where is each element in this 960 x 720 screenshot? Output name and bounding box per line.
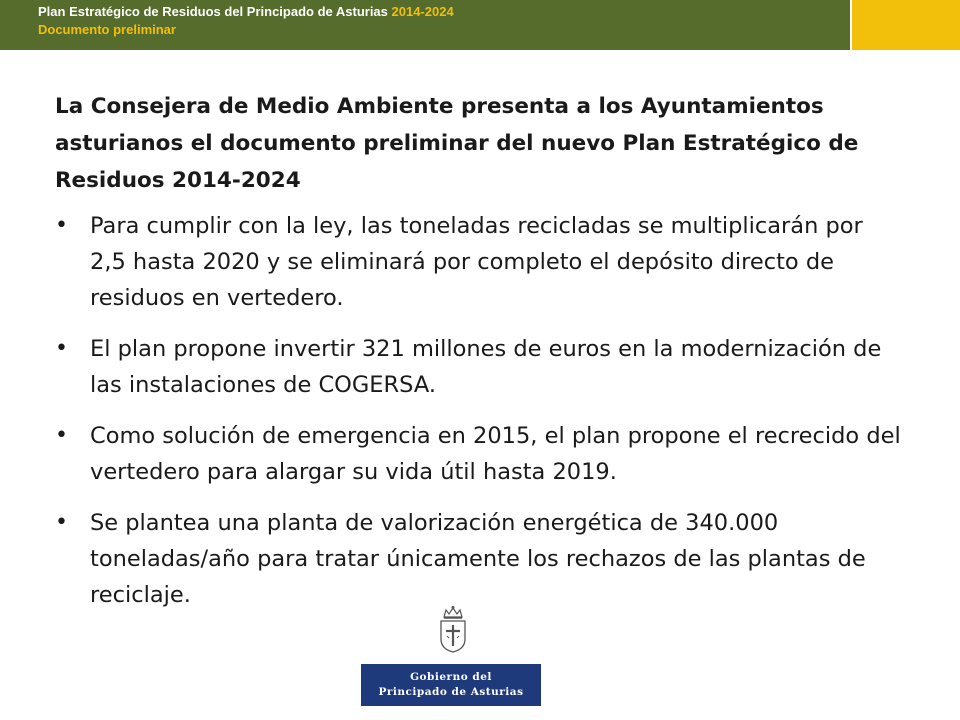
bullet-text: Como solución de emergencia en 2015, el plan propone el recrecido del vertedero para alargar su vida útil hasta 2019. (90, 423, 901, 485)
header-title: Plan Estratégico de Residuos del Principado de Asturias 2014-2024 (38, 4, 454, 19)
bullet-dot: • (55, 336, 68, 361)
bullet-text: Se plantea una planta de valorización energética de 340.000 toneladas/año para tratar únicamente los rechazos de las plantas de reciclaje. (90, 510, 866, 608)
header-bar (0, 0, 850, 50)
gobierno-logo-line2: Principado de Asturias (378, 686, 524, 698)
bullet-dot: • (55, 510, 68, 535)
gobierno-logo-line1: Gobierno del (410, 671, 492, 683)
bullet-item (55, 505, 905, 613)
header-years: 2014-2024 (391, 4, 454, 19)
bullet-item (55, 418, 905, 490)
bullet-item (55, 331, 905, 403)
coat-of-arms-icon (436, 605, 470, 653)
bullet-text: Para cumplir con la ley, las toneladas recicladas se multiplicarán por 2,5 hasta 2020 y se eliminará por completo el depósito directo de residuos en vertedero. (90, 213, 863, 311)
bullet-dot: • (55, 213, 68, 238)
bullet-dot: • (55, 423, 68, 448)
gobierno-logo (361, 664, 541, 706)
bullet-list (55, 208, 905, 628)
bullet-text: El plan propone invertir 321 millones de euros en la modernización de las instalaciones de COGERSA. (90, 336, 882, 398)
slide-title: La Consejera de Medio Ambiente presenta a los Ayuntamientos asturianos el documento preliminar del nuevo Plan Estratégico de Residuos 2014-2024 (55, 94, 859, 193)
bullet-item (55, 208, 905, 316)
header-accent-block (852, 0, 960, 50)
header-subtitle: Documento preliminar (38, 22, 176, 37)
